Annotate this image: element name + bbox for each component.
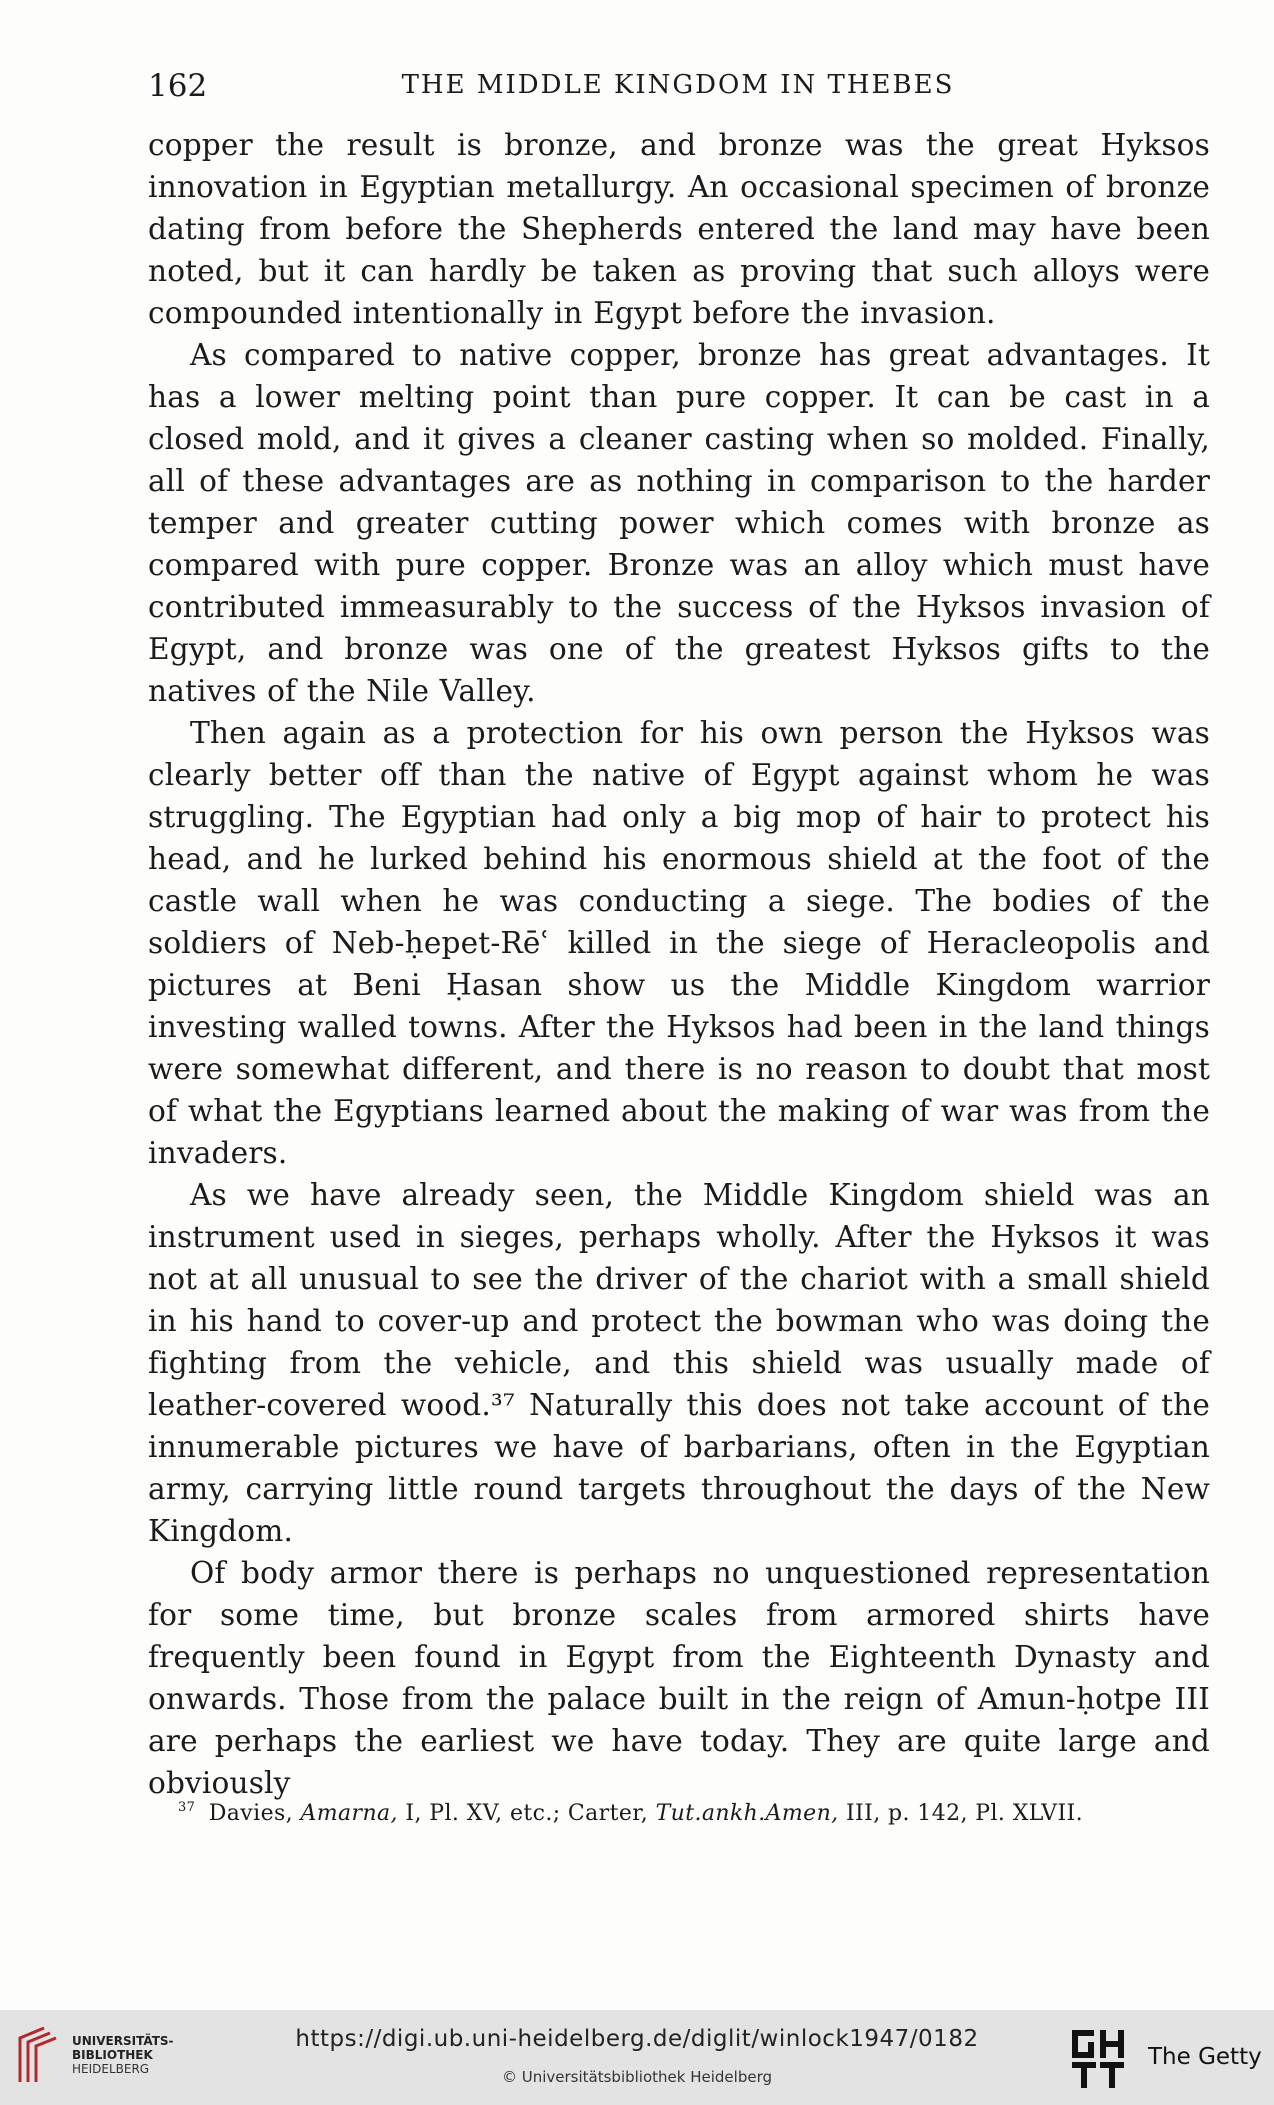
university-library-name: UNIVERSITÄTS- BIBLIOTHEK HEIDELBERG bbox=[72, 2034, 174, 2076]
permalink-url[interactable]: https://digi.ub.uni-heidelberg.de/diglit/winlock1947/0182 bbox=[295, 2026, 979, 2052]
page-number: 162 bbox=[148, 68, 208, 104]
paragraph-3: Then again as a protection for his own person the Hyksos was clearly better off than the native of Egypt against whom he was struggling. The Egyptian had only a big mop of hair to protect his head, and he lurked behind his enormous shield at the foot of the castle wall when he was conducting a siege. The bodies of the soldiers of Neb-ḥepet-Rēʿ killed in the siege of Heracleopolis and pictures at Beni Ḥasan show us the Middle Kingdom warrior investing walled towns. After the Hyksos had been in the land things were somewhat different, and there is no reason to doubt that most of what the Egyptians learned about the making of war was from the invaders. bbox=[148, 716, 1210, 1170]
copyright-notice: © Universitätsbibliothek Heidelberg bbox=[501, 2068, 772, 2086]
page-header bbox=[148, 68, 1208, 108]
footnote-title-2: Tut.ankh.Amen, bbox=[655, 1801, 839, 1826]
getty-logo-icon bbox=[1070, 2028, 1128, 2090]
getty-name: The Getty bbox=[1148, 2044, 1262, 2070]
viewer-footer bbox=[0, 2010, 1274, 2105]
paragraph-2: As compared to native copper, bronze has great advantages. It has a lower melting point than pure copper. It can be cast in a closed mold, and it gives a cleaner casting when so molded. Finally, all of these advantages are as nothing in comparison to the harder temper and greater cutting power which comes with bronze as compared with pure copper. Bronze was an alloy which must have contributed immeasurably to the success of the Hyksos invasion of Egypt, and bronze was one of the greatest Hyksos gifts to the natives of the Nile Valley. bbox=[148, 338, 1210, 708]
footnote-author: Davies, bbox=[208, 1801, 294, 1826]
running-head: THE MIDDLE KINGDOM IN THEBES bbox=[401, 70, 955, 100]
footnote-ref-2: III, p. 142, Pl. XLVII. bbox=[845, 1801, 1084, 1826]
footnote-title-1: Amarna, bbox=[300, 1801, 398, 1826]
paragraph-1: copper the result is bronze, and bronze was the great Hyksos innovation in Egyptian metallurgy. An occasional specimen of bronze dating from before the Shepherds entered the land may have been noted, but it can hardly be taken as proving that such alloys were compounded intentionally in Egypt before the invasion. bbox=[148, 128, 1210, 330]
paragraph-4: As we have already seen, the Middle Kingdom shield was an instrument used in sieges, perhaps wholly. After the Hyksos it was not at all unusual to see the driver of the chariot with a small shield in his hand to cover-up and protect the bowman who was doing the fighting from the vehicle, and this shield was usually made of leather-covered wood.³⁷ Naturally this does not take account of the innumerable pictures we have of barbarians, often in the Egyptian army, carrying little round targets throughout the days of the New Kingdom. bbox=[148, 1178, 1210, 1548]
footnote bbox=[178, 1800, 1083, 1826]
footnote-number: 37 bbox=[178, 1800, 196, 1815]
body-text bbox=[148, 124, 1210, 1804]
paragraph-5: Of body armor there is perhaps no unquestioned representation for some time, but bronze scales from armored shirts have frequently been found in Egypt from the Eighteenth Dynasty and onwards. Those from the palace built in the reign of Amun-ḥotpe III are perhaps the earliest we have today. They are quite large and obviously bbox=[148, 1556, 1210, 1800]
footnote-ref-1: I, Pl. XV, etc.; Carter, bbox=[405, 1801, 649, 1826]
